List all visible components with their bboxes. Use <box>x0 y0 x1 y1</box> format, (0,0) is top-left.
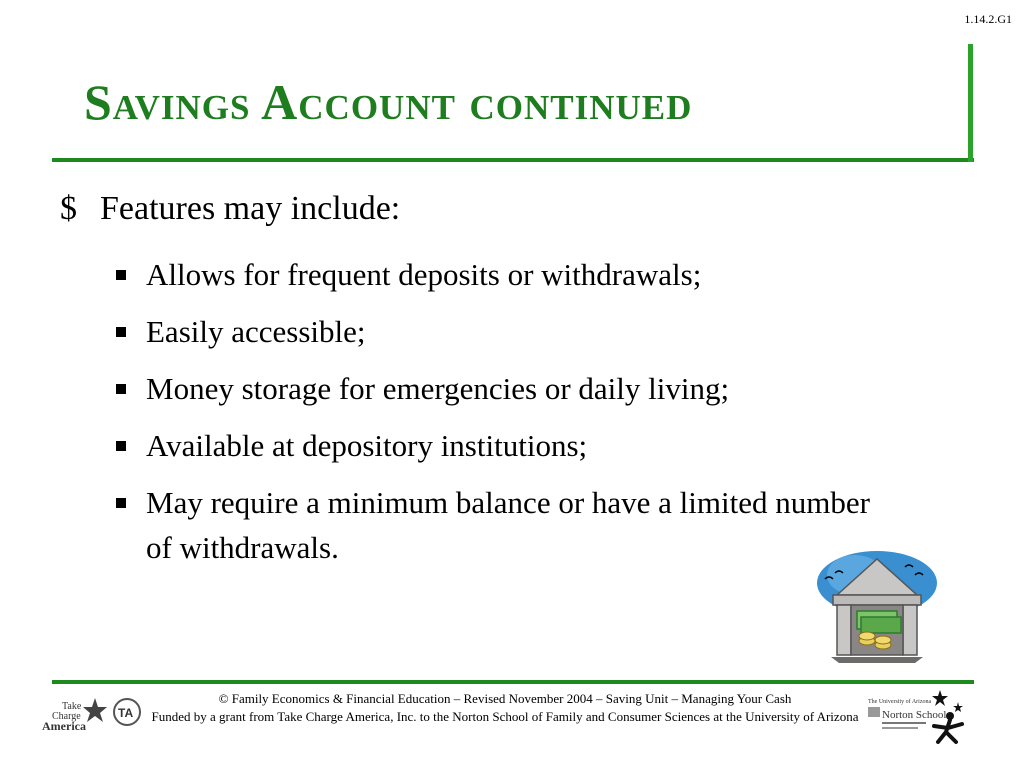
dollar-bullet-icon: $ <box>60 190 77 227</box>
svg-text:Take: Take <box>62 701 82 712</box>
sub-bullet-item <box>116 480 876 570</box>
svg-text:Norton School: Norton School <box>882 709 947 721</box>
sub-bullet-item <box>116 252 876 297</box>
square-bullet-icon <box>116 327 126 337</box>
footer-line-2: Funded by a grant from Take Charge America, Inc. to the Norton School of Family and Consumer Sciences at the University of Arizona <box>151 709 859 724</box>
slide-title: Savings Account continued <box>84 74 693 130</box>
sub-bullet-list <box>116 252 876 582</box>
footer <box>140 690 870 726</box>
sub-bullet-text: May require a minimum balance or have a limited number of withdrawals. <box>146 485 870 565</box>
main-bullet <box>60 190 400 228</box>
norton-school-logo <box>866 694 947 732</box>
sub-bullet-text: Available at depository institutions; <box>146 428 588 463</box>
title-underline <box>52 158 974 162</box>
main-bullet-text: Features may include: <box>100 190 401 227</box>
square-bullet-icon <box>116 384 126 394</box>
square-bullet-icon <box>116 441 126 451</box>
star-person-icon <box>928 688 968 744</box>
take-charge-america-logo <box>40 696 110 736</box>
svg-text:The University of Arizona: The University of Arizona <box>868 699 932 705</box>
svg-text:TA: TA <box>118 706 134 720</box>
footer-rule <box>52 680 974 684</box>
sub-bullet-item <box>116 423 876 468</box>
square-bullet-icon <box>116 270 126 280</box>
sub-bullet-text: Easily accessible; <box>146 314 366 349</box>
svg-text:Charge: Charge <box>52 711 81 722</box>
slide-id: 1.14.2.G1 <box>964 12 1012 26</box>
sub-bullet-item <box>116 366 876 411</box>
sub-bullet-text: Allows for frequent deposits or withdrawals; <box>146 257 702 292</box>
footer-line-1: © Family Economics & Financial Education – Revised November 2004 – Saving Unit – Managing Your Cash <box>218 691 792 706</box>
square-bullet-icon <box>116 498 126 508</box>
sub-bullet-item <box>116 309 876 354</box>
ta-logo <box>112 697 142 727</box>
svg-text:America: America <box>42 719 86 733</box>
sub-bullet-text: Money storage for emergencies or daily living; <box>146 371 730 406</box>
title-vertical-rule <box>968 44 973 162</box>
bank-clipart-icon <box>815 545 940 665</box>
